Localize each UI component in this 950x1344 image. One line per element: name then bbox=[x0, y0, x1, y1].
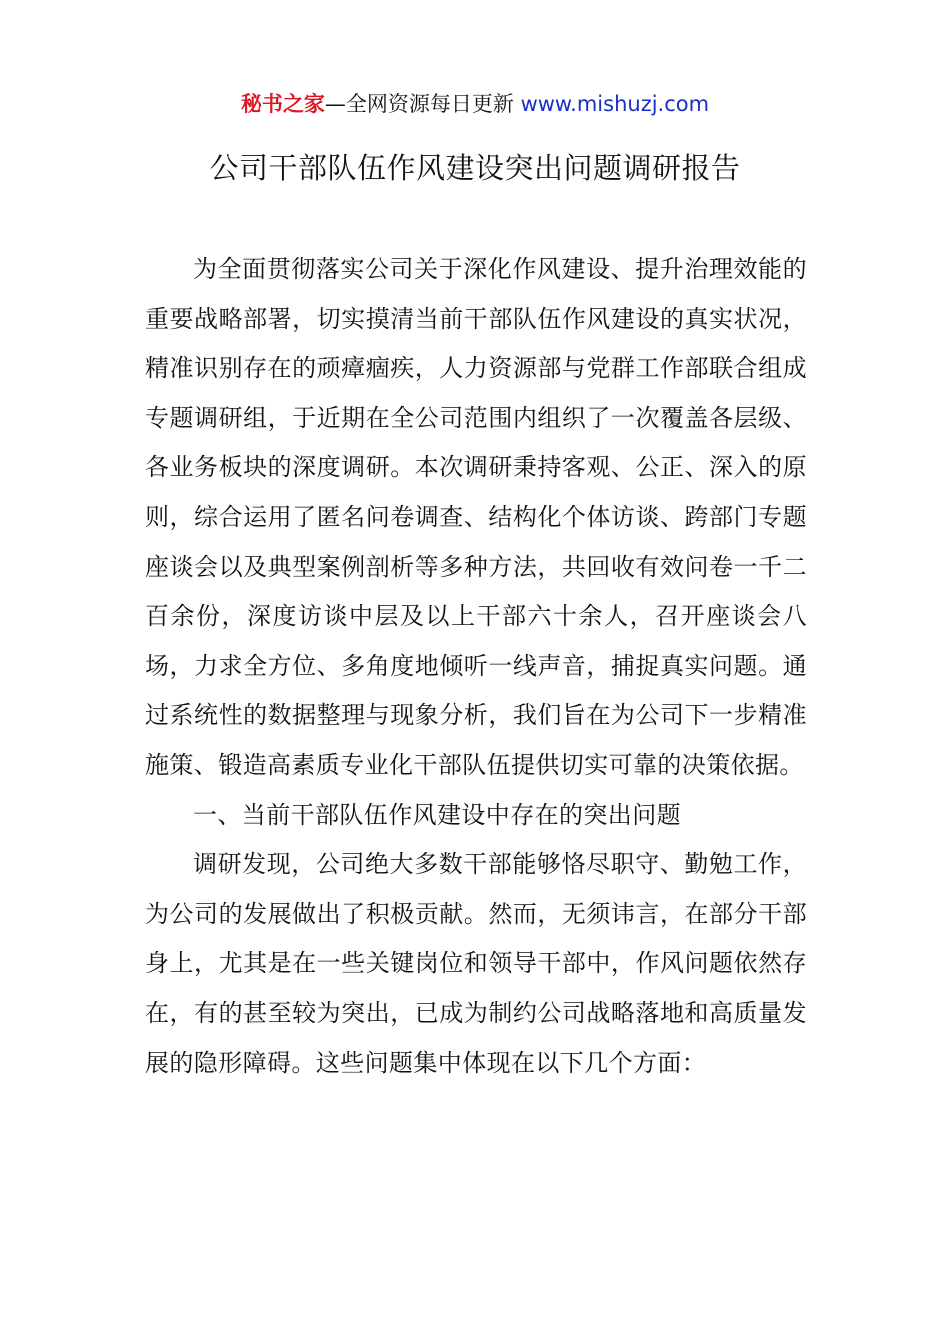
findings-paragraph: 调研发现，公司绝大多数干部能够恪尽职守、勤勉工作，为公司的发展做出了积极贡献。然而，无须讳言，在部分干部身上，尤其是在一些关键岗位和领导干部中，作风问题依然存在，有的甚至较为突出，已成为制约公司战略落地和高质量发展的隐形障碍。这些问题集中体现在以下几个方面： bbox=[145, 850, 807, 1077]
intro-paragraph: 为全面贯彻落实公司关于深化作风建设、提升治理效能的重要战略部署，切实摸清当前干部队伍作风建设的真实状况，精准识别存在的顽瘴痼疾，人力资源部与党群工作部联合组成专题调研组，于近期在全公司范围内组织了一次覆盖各层级、各业务板块的深度调研。本次调研秉持客观、公正、深入的原则，综合运用了匿名问卷调查、结构化个体访谈、跨部门专题座谈会以及典型案例剖析等多种方法，共回收有效问卷一千二百余份，深度访谈中层及以上干部六十余人，召开座谈会八场，力求全方位、多角度地倾听一线声音，捕捉真实问题。通过系统性的数据整理与现象分析，我们旨在为公司下一步精准施策、锻造高素质专业化干部队伍提供切实可靠的决策依据。 bbox=[145, 255, 807, 779]
document-title: 公司干部队伍作风建设突出问题调研报告 bbox=[209, 151, 741, 185]
site-header bbox=[0, 88, 950, 120]
document-body bbox=[145, 245, 807, 1088]
brand-name: 秘书之家 bbox=[240, 92, 325, 116]
site-url-link[interactable]: www.mishuzj.com bbox=[520, 92, 710, 116]
header-slogan: —全网资源每日更新 bbox=[324, 92, 521, 116]
section-heading: 一、当前干部队伍作风建设中存在的突出问题 bbox=[193, 800, 681, 829]
